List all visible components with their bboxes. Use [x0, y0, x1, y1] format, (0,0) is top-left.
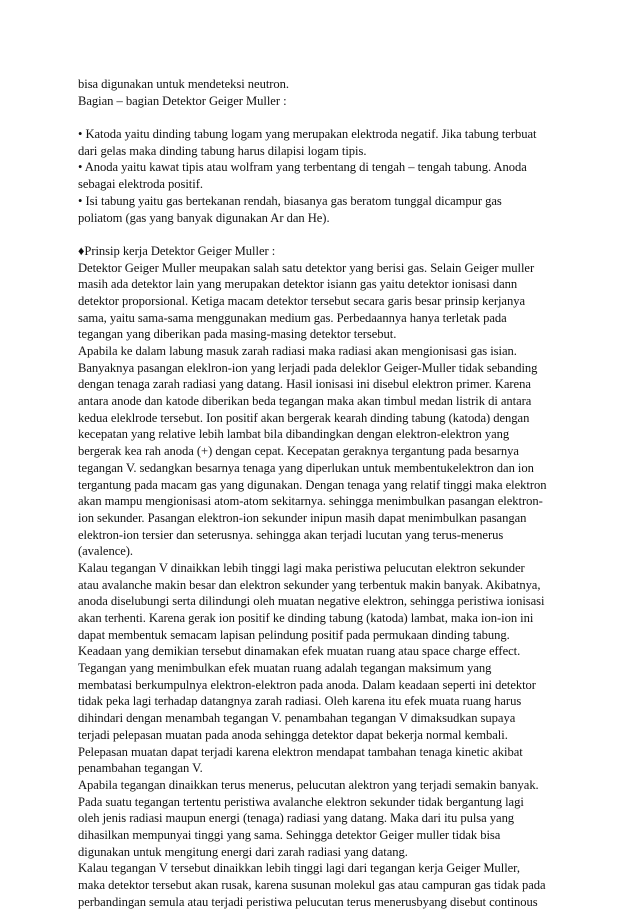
text-line: sama, yaitu sama-sama menggunakan medium gas. Perbedaannya hanya terletak pada: [78, 310, 507, 325]
text-line: terjadi pelepasan muatan pada anoda sehingga detektor dapat bekerja normal kembali.: [78, 727, 508, 742]
text-line: • Katoda yaitu dinding tabung logam yang merupakan elektroda negatif. Jika tabung terbuat: [78, 127, 537, 142]
text-line: oleh jenis radiasi maupun energi (tenaga) radiasi yang datang. Maka dari itu pulsa yang: [78, 811, 515, 826]
text-line: Pada suatu tegangan tertentu peristiwa avalanche elektron sekunder tidak bergantung lagi: [78, 794, 524, 809]
document-page: [78, 76, 568, 910]
text-line: tegangan yang diberikan pada masing-masing detektor tersebut.: [78, 327, 397, 342]
text-line: Bagian – bagian Detektor Geiger Muller :: [78, 93, 287, 108]
text-line: Apabila tegangan dinaikkan terus menerus, pelucutan alektron yang terjadi semakin banyak.: [78, 777, 539, 792]
text-line: bisa digunakan untuk mendeteksi neutron.: [78, 77, 289, 91]
text-line: Kalau tegangan V tersebut dinaikkan lebih tinggi lagi dari tegangan kerja Geiger Muller,: [78, 861, 520, 876]
text-line: tegangan V. sedangkan besarnya tenaga yang diperlukan untuk membentukelektron dan ion: [78, 460, 534, 475]
text-line: Tegangan yang menimbulkan efek muatan ruang adalah tegangan maksimum yang: [78, 661, 492, 676]
text-line: dari gelas maka dinding tabung harus dilapisi logam tipis.: [78, 143, 367, 158]
text-line: ion sekunder. Pasangan elektron-ion sekunder inipun masih dapat menimbulkan pasangan: [78, 510, 527, 525]
paragraph-gap: [78, 109, 568, 126]
text-line: kedua eleklrode tersebut. Ion positif akan bergerak kearah dinding tabung (katoda) dengan: [78, 410, 530, 425]
text-line: tergantung pada macam gas yang digunakan. Dengan tenaga yang relatif tinggi maka elektron: [78, 477, 547, 492]
text-line: dihindari dengan menambah tegangan V. penambahan tegangan V dimaksudkan supaya: [78, 711, 516, 726]
text-line: tidak peka lagi terhadap datangnya zarah radiasi. Oleh karena itu efek muata ruang harus: [78, 694, 522, 709]
text-line: Pelepasan muatan dapat terjadi karena elektron mendapat tambahan tenaga kinetic akibat: [78, 744, 523, 759]
text-line: antara anode dan katode diberikan beda tegangan maka akan timbul medan listrik di antara: [78, 394, 532, 409]
text-line: detektor proporsional. Ketiga macam detektor tersebut secara garis besar prinsip kerjanya: [78, 293, 526, 308]
text-line: Kalau tegangan V dinaikkan lebih tinggi lagi maka peristiwa pelucutan elektron sekunder: [78, 560, 525, 575]
paragraph-gap: [78, 226, 568, 243]
text-line: dapat membentuk semacam lapisan pelindung positif pada permukaan dinding tabung.: [78, 627, 510, 642]
text-line: (avalence).: [78, 544, 134, 559]
text-line: Apabila ke dalam labung masuk zarah radiasi maka radiasi akan mengionisasi gas isian.: [78, 344, 517, 358]
text-line: anoda diselubungi serta dilindungi oleh muatan negative elektron, sehingga peristiwa ionisasi: [78, 594, 545, 609]
text-line: akan mampu mengionisasi atom-atom sekitarnya. sehingga menimbulkan pasangan elektron-: [78, 494, 543, 509]
text-line: • Isi tabung yaitu gas bertekanan rendah, biasanya gas beratom tunggal dicampur gas: [78, 193, 502, 208]
text-line: Detektor Geiger Muller meupakan salah satu detektor yang berisi gas. Selain Geiger muller: [78, 260, 535, 275]
text-line: digunakan untuk mengitung energi dari zarah radiasi yang datang.: [78, 844, 408, 859]
text-line: dihasilkan mempunyai tinggi yang sama. Sehingga detektor Geiger muller tidak bisa: [78, 827, 501, 842]
text-line: ♦Prinsip kerja Detektor Geiger Muller :: [78, 243, 276, 258]
text-line: dengan tenaga zarah radiasi yang datang. Hasil ionisasi ini disebul elektron primer. Karena: [78, 377, 531, 392]
text-line: membatasi berkumpulnya elektron-elektron pada anoda. Dalam keadaan seperti ini detektor: [78, 677, 536, 692]
text-line: • Anoda yaitu kawat tipis atau wolfram yang terbentang di tengah – tengah tabung. Anoda: [78, 160, 527, 175]
text-line: sebagai elektroda positif.: [78, 177, 203, 192]
text-line: perbandingan semula atau terjadi peristiwa pelucutan terus menerusbyang disebut continous: [78, 894, 538, 909]
text-line: masih ada detektor lain yang merupakan detektor isiann gas yaitu detektor ionisasi dann: [78, 277, 518, 292]
text-line: maka detektor tersebut akan rusak, karena susunan molekul gas atau campuran gas tidak pada: [78, 878, 546, 892]
text-line: akan terhenti. Karena gerak ion positif ke dinding tabung (katoda) lambat, maka ion-ion ini: [78, 611, 534, 625]
text-line: penambahan tegangan V.: [78, 761, 203, 776]
text-line: elektron-ion tersier dan seterusnya. sehingga akan terjadi lucutan yang terus-menerus: [78, 527, 504, 542]
text-line: Keadaan yang demikian tersebut dinamakan efek muatan ruang atau space charge effect.: [78, 644, 521, 659]
text-line: bergerak kea rah anoda (+) dengan cepat. Kecepatan geraknya tergantung pada besarnya: [78, 444, 519, 459]
text-line: kecepatan yang relative lebih lambat bila dibandingkan dengan elektron-elektron yang: [78, 427, 510, 442]
text-line: poliatom (gas yang banyak digunakan Ar dan He).: [78, 210, 330, 225]
text-line: Banyaknya pasangan eleklron-ion yang lerjadi pada deleklor Geiger-Muller tidak sebanding: [78, 360, 538, 375]
text-line: atau avalanche makin besar dan elektron sekunder yang terbentuk makin banyak. Akibatnya,: [78, 577, 541, 592]
